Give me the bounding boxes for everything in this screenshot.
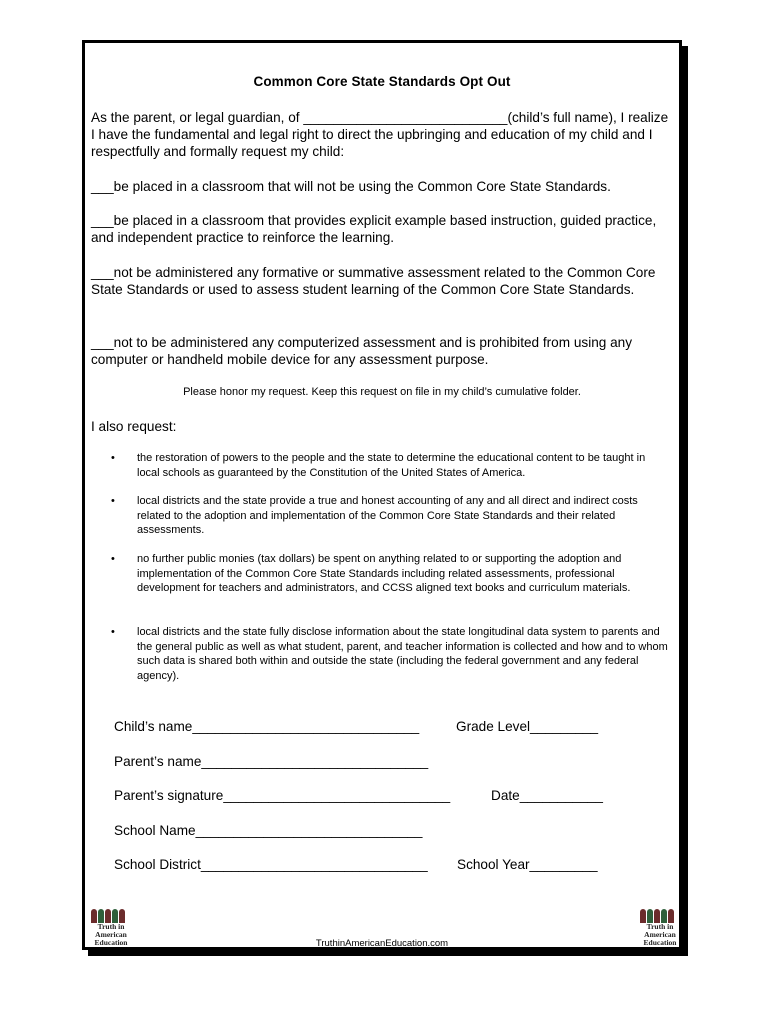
list-item [111,494,669,538]
list-item [111,451,669,480]
logo-mark-icon [640,909,680,923]
childs-name-field[interactable]: Child’s name______________________________ [114,719,420,734]
request-text: local districts and the state fully disclose information about the state longitudinal data system to parents and the general public as well as what student, parent, and teacher information is collected and how and to whom such data is shared both within and outside the state (including the federal government and any federal agency). [137,626,668,682]
school-district-field[interactable]: School District______________________________ [114,857,428,872]
parents-name-field[interactable]: Parent’s name______________________________ [114,754,429,769]
option-3: ___not be administered any formative or summative assessment related to the Common Core State Standards or used to assess student learning of the Common Core State Standards. [91,265,656,297]
bullet-icon: • [111,452,115,464]
honor-request-note: Please honor my request. Keep this request on file in my child’s cumulative folder. [183,386,581,398]
school-year-field[interactable]: School Year_________ [457,857,598,872]
school-name-field[interactable]: School Name______________________________ [114,823,423,838]
intro-paragraph: As the parent, or legal guardian, of ___________________________(child’s full name), I realize I have the fundamental and legal right to direct the upbringing and education of my child and I respectfully and formally request my child: [91,110,669,159]
logo-text-line: Education [94,938,128,947]
logo-text-line: Education [643,938,677,947]
bullet-icon: • [111,495,115,507]
logo-text-line: Truth in [97,922,125,931]
also-request-label: I also request: [91,419,177,434]
option-4: ___not to be administered any computerized assessment and is prohibited from using any computer or handheld mobile device for any assessment purpose. [91,335,633,367]
logo-text-line: American [644,930,676,939]
document-title: Common Core State Standards Opt Out [253,74,511,89]
footer-url[interactable]: TruthinAmericanEducation.com [315,938,449,949]
bullet-icon: • [111,626,115,638]
date-field[interactable]: Date___________ [491,788,603,803]
parents-signature-field[interactable]: Parent’s signature______________________________ [114,788,451,803]
logo-text-line: Truth in [646,922,674,931]
list-item [111,625,669,683]
grade-level-field[interactable]: Grade Level_________ [456,719,599,734]
list-item [111,552,669,596]
request-text: local districts and the state provide a true and honest accounting of any and all direct and indirect costs related to the adoption and implementation of the Common Core State Standards and their related assessments. [137,495,638,536]
bullet-icon: • [111,553,115,565]
opt-out-form-page [82,40,682,950]
request-text: no further public monies (tax dollars) be spent on anything related to or supporting the adoption and implementation of the Common Core State Standards including related assessments, professional development for teachers and administrators, and CCSS aligned text books and curriculum materials. [137,553,631,594]
option-2: ___be placed in a classroom that provides explicit example based instruction, guided practice, and independent practice to reinforce the learning. [91,213,657,245]
option-1: ___be placed in a classroom that will not be using the Common Core State Standards. [91,179,611,194]
logo-text-line: American [95,930,127,939]
logo-mark-icon [91,909,131,923]
request-text: the restoration of powers to the people and the state to determine the educational content to be taught in local schools as guaranteed by the Constitution of the United States of America. [137,452,646,479]
